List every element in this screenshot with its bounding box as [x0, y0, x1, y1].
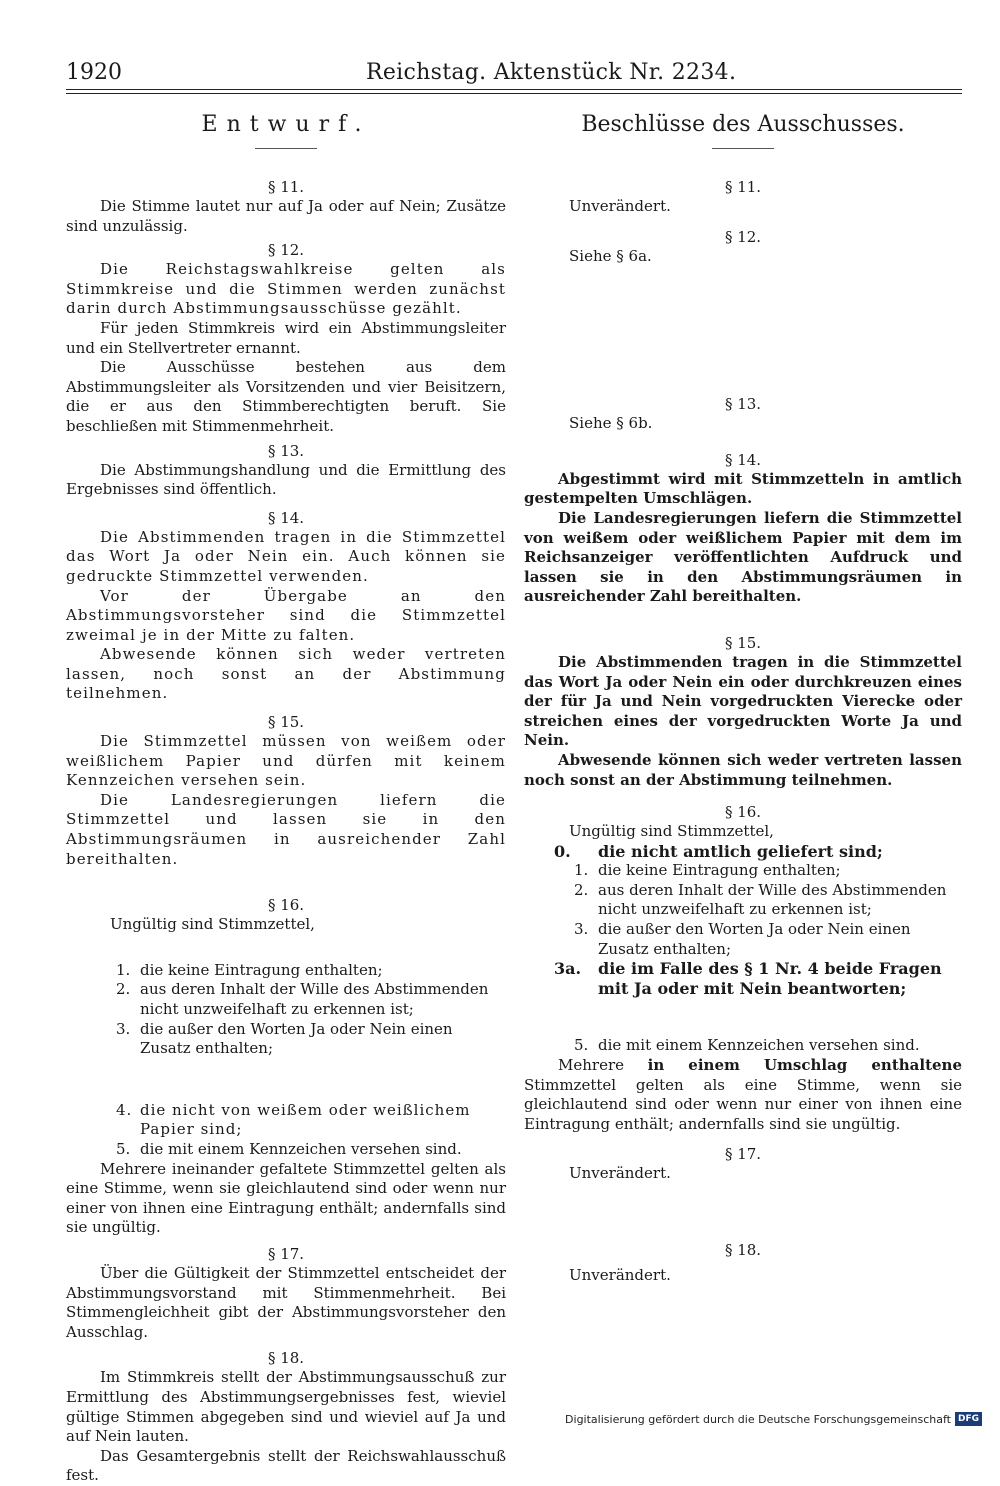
item-number: 5. — [116, 1139, 131, 1158]
section-heading: § 16. — [267, 896, 305, 915]
list-item — [524, 881, 962, 920]
section-heading: § 12. — [267, 241, 305, 260]
item-number: 3. — [574, 920, 589, 939]
item-number: 1. — [116, 960, 131, 979]
paragraph: Unverändert. — [569, 197, 671, 215]
section-heading: § 16. — [724, 803, 762, 822]
item-text: die nicht von weißem oder weißlichem Papier sind; — [140, 1100, 471, 1139]
item-text: aus deren Inhalt der Wille des Abstimmenden nicht unzweifelhaft zu erkennen ist; — [140, 980, 489, 1018]
list-item — [524, 1036, 962, 1056]
paragraph: Über die Gültigkeit der Stimmzettel entscheidet der Abstimmungsvorstand mit Stimmenmehrheit. Bei Stimmengleichheit gibt der Abstimmungsvorsteher den Ausschlag. — [66, 1263, 506, 1341]
paragraph: Die Landesregierungen liefern die Stimmzettel und lassen sie in den Abstimmungsräumen in ausreichender Zahl bereithalten. — [66, 790, 506, 868]
section-heading: § 12. — [724, 227, 762, 246]
section-heading: § 18. — [724, 1241, 762, 1259]
page-header — [66, 58, 946, 88]
list-item — [524, 959, 962, 998]
section-heading: § 13. — [267, 441, 305, 460]
item-number: 4. — [116, 1100, 133, 1119]
item-text: aus deren Inhalt der Wille des Abstimmenden nicht unzweifelhaft zu erkennen ist; — [598, 880, 947, 919]
paragraph-text: Mehrere — [558, 1056, 648, 1075]
paragraph: Abwesende können sich weder vertreten lassen noch sonst an der Abstimmung teilnehmen. — [524, 750, 962, 789]
header-rule-thin — [66, 93, 962, 94]
title-rule — [712, 148, 774, 173]
paragraph: Die Reichstagswahlkreise gelten als Stimmkreise und die Stimmen werden zunächst darin durch Abstimmungsausschüsse gezählt. — [66, 260, 506, 318]
section-heading: § 17. — [724, 1145, 762, 1164]
item-text: die im Falle des § 1 Nr. 4 beide Fragen mit Ja oder mit Nein beantworten; — [598, 959, 942, 998]
paragraph — [524, 1056, 962, 1134]
list-item — [66, 1101, 506, 1140]
credit-text: Digitalisierung gefördert durch die Deutsche Forschungsgemeinschaft — [565, 1412, 951, 1426]
section-heading: § 15. — [267, 713, 305, 732]
list-item — [66, 1140, 506, 1160]
committee-column — [524, 108, 962, 1286]
paragraph: Die Landesregierungen liefern die Stimmzettel von weißem oder weißlichem Papier mit dem im Reichsanzeiger veröffentlichten Aufdruck und lassen sie in den Abstimmungsräumen in ausreichender Zahl bereithalten. — [524, 508, 962, 606]
list-item — [524, 920, 962, 959]
header-rule — [66, 89, 962, 90]
title-rule — [255, 148, 317, 173]
item-number: 0. — [554, 841, 571, 861]
column-title: Beschlüsse des Ausschusses. — [581, 112, 905, 137]
paragraph: Die Abstimmungshandlung und die Ermittlung des Ergebnisses sind öffentlich. — [66, 460, 506, 499]
item-number: 2. — [574, 880, 589, 899]
paragraph: Vor der Übergabe an den Abstimmungsvorsteher sind die Stimmzettel zweimal je in der Mitte zu falten. — [66, 586, 506, 644]
section-heading: § 13. — [724, 395, 762, 414]
item-text: die nicht amtlich geliefert sind; — [598, 841, 883, 861]
section-heading: § 14. — [724, 450, 762, 469]
list-item — [66, 980, 506, 1019]
invalid-ballot-list — [524, 842, 962, 1056]
list-intro: Ungültig sind Stimmzettel, — [569, 822, 774, 841]
amended-text: in einem Umschlag enthaltene — [647, 1056, 962, 1075]
page-number: 1920 — [66, 60, 122, 85]
invalid-ballot-list — [66, 961, 506, 1160]
item-number: 5. — [574, 1036, 589, 1055]
section-heading: § 11. — [267, 178, 305, 196]
paragraph: Die Abstimmenden tragen in die Stimmzettel das Wort Ja oder Nein ein. Auch können sie gedruckte Stimmzettel verwenden. — [66, 527, 506, 585]
item-number: 3a. — [554, 959, 582, 979]
list-item — [66, 1020, 506, 1059]
item-text: die außer den Worten Ja oder Nein einen Zusatz enthalten; — [140, 1019, 453, 1058]
list-item — [66, 961, 506, 981]
list-item — [524, 842, 962, 862]
paragraph: Die Stimme lautet nur auf Ja oder auf Nein; Zusätze sind unzulässig. — [66, 197, 506, 235]
paragraph: Das Gesamtergebnis stellt der Reichswahlausschuß fest. — [66, 1446, 506, 1485]
running-title: Reichstag. Aktenstück Nr. 2234. — [366, 60, 737, 85]
paragraph: Die Stimmzettel müssen von weißem oder weißlichem Papier und dürfen mit keinem Kennzeichen versehen sein. — [66, 732, 506, 790]
paragraph: Siehe § 6a. — [569, 246, 652, 265]
item-text: die außer den Worten Ja oder Nein einen Zusatz enthalten; — [598, 920, 911, 958]
paragraph: Für jeden Stimmkreis wird ein Abstimmungsleiter und ein Stellvertreter ernannt. — [66, 318, 506, 357]
digitization-credit — [565, 1412, 982, 1426]
paragraph: Die Ausschüsse bestehen aus dem Abstimmungsleiter als Vorsitzenden und vier Beisitzern, die er aus den Stimmberechtigten beruft. Sie beschließen mit Stimmenmehrheit. — [66, 358, 506, 435]
paragraph: Unverändert. — [569, 1164, 671, 1183]
item-text: die keine Eintragung enthalten; — [140, 960, 383, 979]
paragraph: Abwesende können sich weder vertreten lassen, noch sonst an der Abstimmung teilnehmen. — [66, 645, 506, 703]
paragraph: Mehrere ineinander gefaltete Stimmzettel gelten als eine Stimme, wenn sie gleichlautend sind oder wenn nur einer von ihnen eine Eintragung enthält; andernfalls sind sie ungültig. — [66, 1159, 506, 1237]
draft-column — [66, 108, 506, 1486]
item-text: die keine Eintragung enthalten; — [598, 861, 841, 880]
paragraph-text: Stimmzettel gelten als eine Stimme, wenn sie gleichlautend sind oder wenn nur einer von ihnen eine Eintragung enthält; andernfalls sind sie ungültig. — [524, 1075, 962, 1133]
column-title: Entwurf. — [201, 112, 371, 137]
item-number: 2. — [116, 980, 131, 999]
paragraph: Die Abstimmenden tragen in die Stimmzettel das Wort Ja oder Nein ein oder durchkreuzen eines der für Ja und Nein vorgedruckten Vierecke oder streichen eines der vorgedruckten Worte Ja und Nein. — [524, 652, 962, 750]
section-heading: § 17. — [267, 1244, 305, 1263]
paragraph: Im Stimmkreis stellt der Abstimmungsausschuß zur Ermittlung des Abstimmungsergebnisses fest, wieviel gültige Stimmen abgegeben sind und wieviel auf Ja und auf Nein lauten. — [66, 1368, 506, 1446]
section-heading: § 18. — [267, 1349, 305, 1368]
item-text: die mit einem Kennzeichen versehen sind. — [598, 1036, 920, 1055]
paragraph: Abgestimmt wird mit Stimmzetteln in amtlich gestempelten Umschlägen. — [524, 469, 962, 508]
list-item — [524, 861, 962, 881]
item-text: die mit einem Kennzeichen versehen sind. — [140, 1139, 462, 1158]
item-number: 3. — [116, 1019, 131, 1038]
item-number: 1. — [574, 861, 589, 880]
section-heading: § 15. — [724, 633, 762, 652]
section-heading: § 11. — [724, 178, 762, 196]
dfg-logo: DFG — [955, 1412, 982, 1426]
list-intro: Ungültig sind Stimmzettel, — [110, 915, 315, 934]
section-heading: § 14. — [267, 508, 305, 527]
paragraph: Siehe § 6b. — [569, 414, 653, 433]
paragraph: Unverändert. — [569, 1266, 671, 1284]
